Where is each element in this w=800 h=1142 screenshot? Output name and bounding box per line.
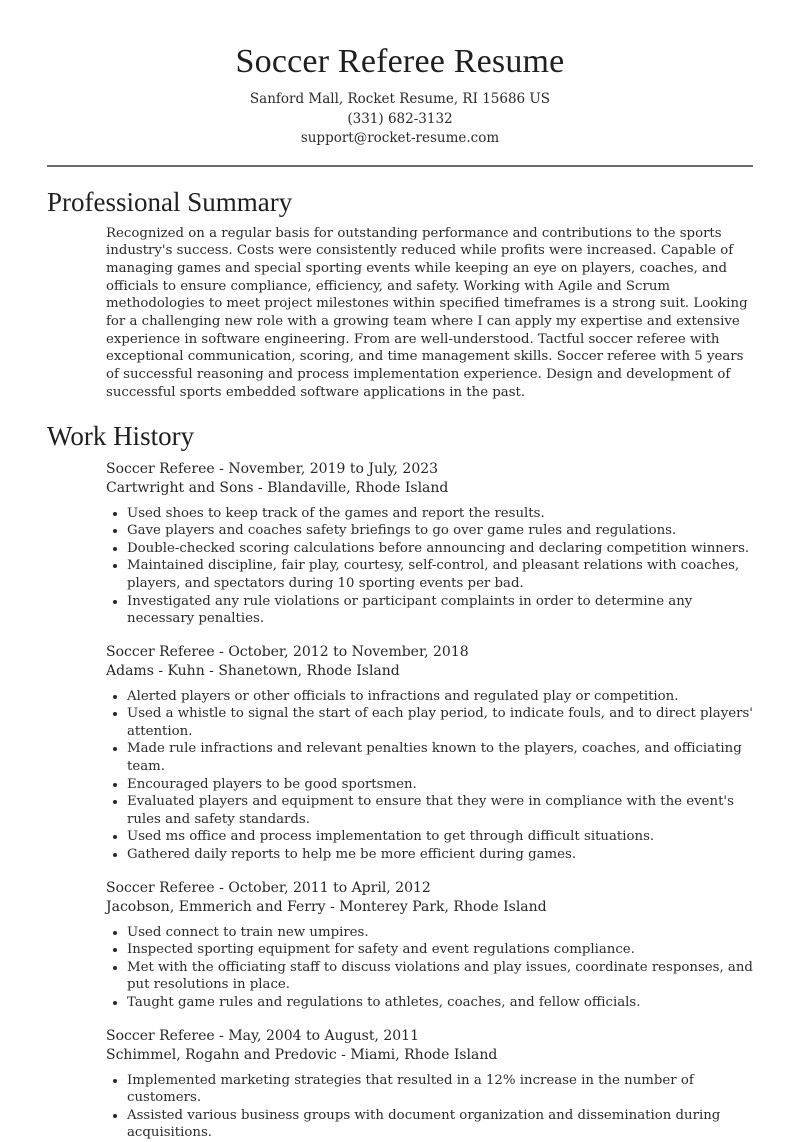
job-bullet: • Alerted players or other officials to infractions and regulated play or competition. xyxy=(127,688,753,706)
job-bullet: • Implemented marketing strategies that resulted in a 12% increase in the number of customers. xyxy=(127,1072,753,1107)
job-title-dates: Soccer Referee - October, 2011 to April, 2012 xyxy=(106,879,431,896)
job-bullet: • Investigated any rule violations or participant complaints in order to determine any necessary penalties. xyxy=(127,593,753,628)
job-entry xyxy=(106,879,753,1012)
job-bullet: • Used ms office and process implementation to get through difficult situations. xyxy=(127,828,753,846)
job-bullet: • Gathered daily reports to help me be more efficient during games. xyxy=(127,846,753,864)
job-company-location: Schimmel, Rogahn and Predovic - Miami, Rhode Island xyxy=(106,1046,498,1063)
contact-block xyxy=(47,90,753,149)
job-bullet: • Double-checked scoring calculations before announcing and declaring competition winners. xyxy=(127,540,753,558)
job-title-dates: Soccer Referee - October, 2012 to November, 2018 xyxy=(106,643,469,660)
job-entry xyxy=(106,643,753,864)
work-history-list xyxy=(106,460,753,1142)
contact-phone: (331) 682-3132 xyxy=(347,110,453,127)
contact-address: Sanford Mall, Rocket Resume, RI 15686 US xyxy=(249,91,551,107)
job-company-location: Cartwright and Sons - Blandaville, Rhode Island xyxy=(106,479,449,496)
job-bullets xyxy=(106,505,753,628)
job-bullet: • Inspected sporting equipment for safety and event regulations compliance. xyxy=(127,941,753,959)
job-entry xyxy=(106,1027,753,1142)
job-bullet: • Evaluated players and equipment to ensure that they were in compliance with the event's rules and safety standards. xyxy=(127,793,753,828)
job-title-dates: Soccer Referee - May, 2004 to August, 2011 xyxy=(106,1027,419,1044)
job-bullets xyxy=(106,1072,753,1142)
summary-text: Recognized on a regular basis for outstanding performance and contributions to the sports industry's success. Costs were consistently reduced while profits were increased. Capable of managing games and special sporting events while keeping an eye on players, coaches, and officials to ensure compliance, efficiency, and safety. Working with Agile and Scrum methodologies to meet project milestones within specified timeframes is a strong suit. Looking for a challenging new role with a growing team where I can apply my expertise and extensive experience in software engineering. From are well-understood. Tactful soccer referee with exceptional communication, scoring, and time management skills. Soccer referee with 5 years of successful reasoning and process implementation experience. Design and development of successful sports embedded software applications in the past. xyxy=(106,225,748,400)
job-bullet: • Gave players and coaches safety briefings to go over game rules and regulations. xyxy=(127,522,753,540)
job-bullet: • Used a whistle to signal the start of each play period, to indicate fouls, and to direct players' attention. xyxy=(127,705,753,740)
job-bullet: • Maintained discipline, fair play, courtesy, self-control, and pleasant relations with coaches, players, and spectators during 10 sporting events per bad. xyxy=(127,557,753,592)
job-bullet: • Used connect to train new umpires. xyxy=(127,924,753,942)
job-bullet: • Met with the officiating staff to discuss violations and play issues, coordinate responses, and put resolutions in place. xyxy=(127,959,753,994)
job-title-dates: Soccer Referee - November, 2019 to July, 2023 xyxy=(106,460,439,477)
header-divider xyxy=(47,165,753,167)
job-bullets xyxy=(106,924,753,1012)
job-bullets xyxy=(106,688,753,864)
job-bullet: • Made rule infractions and relevant penalties known to the players, coaches, and officiating team. xyxy=(127,740,753,775)
job-bullet: • Encouraged players to be good sportsmen. xyxy=(127,776,753,794)
summary-heading: Professional Summary xyxy=(47,186,293,217)
contact-email: support@rocket-resume.com xyxy=(300,130,500,146)
job-entry xyxy=(106,460,753,628)
job-company-location: Jacobson, Emmerich and Ferry - Monterey Park, Rhode Island xyxy=(106,898,547,915)
work-history-heading: Work History xyxy=(47,420,195,451)
job-bullet: • Taught game rules and regulations to athletes, coaches, and fellow officials. xyxy=(127,994,753,1012)
job-bullet: • Used shoes to keep track of the games and report the results. xyxy=(127,505,753,523)
job-bullet: • Assisted various business groups with document organization and dissemination during acquisitions. xyxy=(127,1107,753,1142)
job-company-location: Adams - Kuhn - Shanetown, Rhode Island xyxy=(106,662,400,679)
resume-title: Soccer Referee Resume xyxy=(235,43,565,80)
